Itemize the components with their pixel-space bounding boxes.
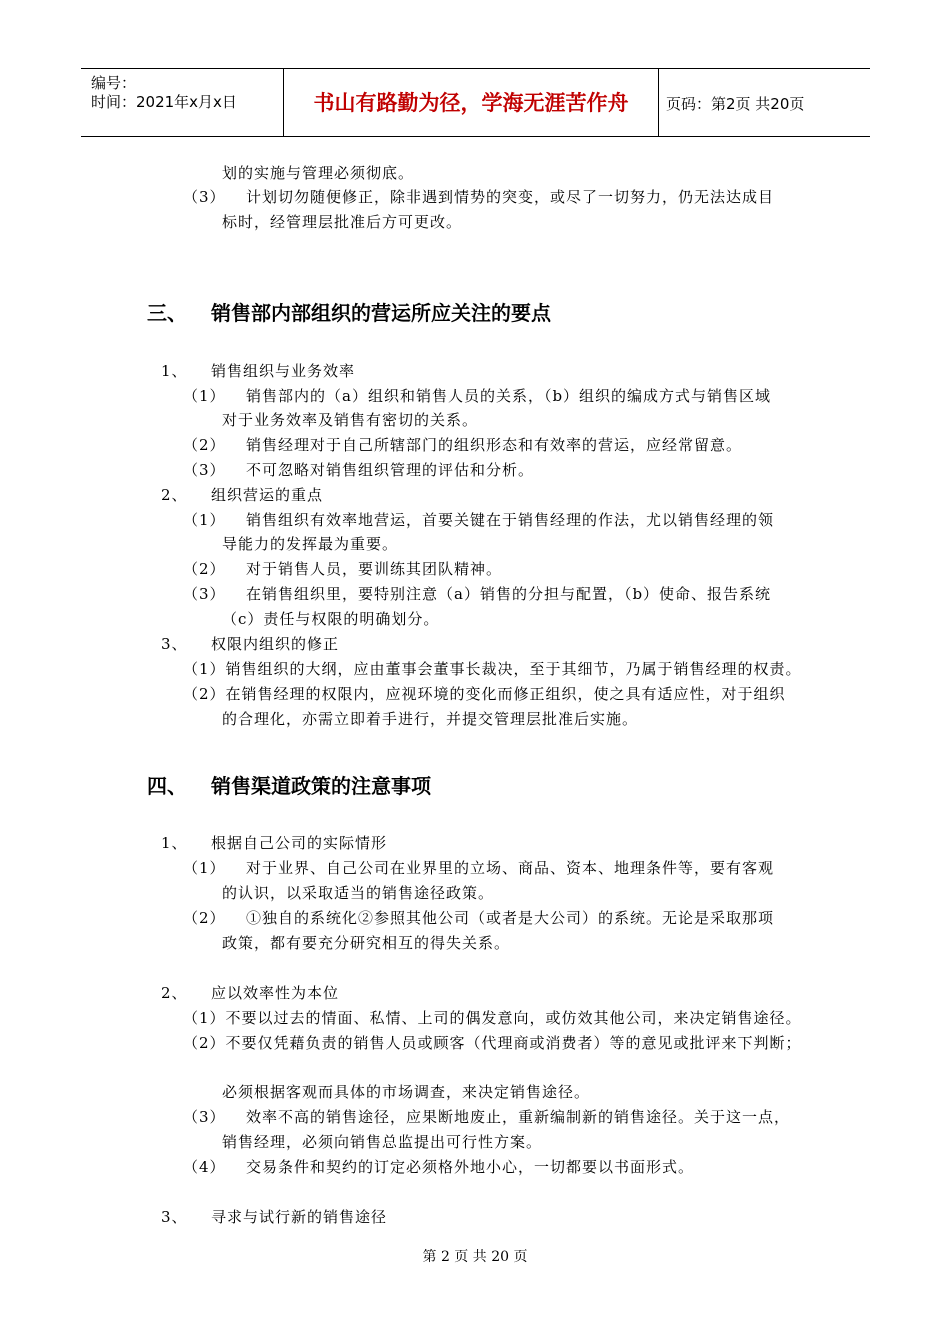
header-page-info: 页码：第2页 共20页 xyxy=(666,95,805,113)
text-line: 的合理化，亦需立即着手进行，并提交管理层批准后实施。 xyxy=(222,710,639,728)
item-number: （2） xyxy=(183,436,226,454)
text-line: 标时，经管理层批准后方可更改。 xyxy=(222,213,463,231)
section-number: 三、 xyxy=(147,301,187,325)
header-date: 时间：2021年x月x日 xyxy=(91,93,237,111)
text-line: 销售组织有效率地营运，首要关键在于销售经理的作法，尤以销售经理的领 xyxy=(246,511,775,529)
text-line: （2）在销售经理的权限内，应视环境的变化而修正组织，使之具有适应性，对于组织 xyxy=(183,685,786,703)
subheading: 权限内组织的修正 xyxy=(211,635,340,653)
text-line: 对于业界、自己公司在业界里的立场、商品、资本、地理条件等，要有客观 xyxy=(246,859,775,877)
text-line: （2）不要仅凭藉负责的销售人员或顾客（代理商或消费者）等的意见或批评来下判断； xyxy=(183,1034,802,1052)
text-line: 销售部内的（a）组织和销售人员的关系，（b）组织的编成方式与销售区域 xyxy=(246,387,772,405)
item-number: 3、 xyxy=(161,1208,188,1226)
text-line: 政策，都有要充分研究相互的得失关系。 xyxy=(222,934,511,952)
item-number: （3） xyxy=(183,188,226,206)
item-number: 1、 xyxy=(161,362,188,380)
text-line: 效率不高的销售途径，应果断地废止，重新编制新的销售途径。关于这一点， xyxy=(246,1108,791,1126)
text-line: 计划切勿随便修正，除非遇到情势的突变，或尽了一切努力，仍无法达成目 xyxy=(246,188,775,206)
subheading: 销售组织与业务效率 xyxy=(211,362,356,380)
subheading: 根据自己公司的实际情形 xyxy=(211,834,388,852)
item-number: 3、 xyxy=(161,635,188,653)
text-line: 导能力的发挥最为重要。 xyxy=(222,535,399,553)
text-line: （1）不要以过去的情面、私情、上司的偶发意向，或仿效其他公司，来决定销售途径。 xyxy=(183,1009,802,1027)
text-line: 对于业务效率及销售有密切的关系。 xyxy=(222,411,479,429)
item-number: 2、 xyxy=(161,486,188,504)
section-heading: 销售部内部组织的营运所应关注的要点 xyxy=(211,301,551,325)
section-heading: 销售渠道政策的注意事项 xyxy=(211,774,431,798)
item-number: （3） xyxy=(183,1108,226,1126)
page-footer: 第 2 页 共 20 页 xyxy=(422,1249,528,1265)
text-line: 必须根据客观而具体的市场调查，来决定销售途径。 xyxy=(222,1083,591,1101)
text-line: 在销售组织里，要特别注意（a）销售的分担与配置，（b）使命、报告系统 xyxy=(246,585,772,603)
text-line: 对于销售人员，要训练其团队精神。 xyxy=(246,560,503,578)
header-divider-right xyxy=(658,68,659,136)
item-number: （1） xyxy=(183,387,226,405)
text-line: 的认识，以采取适当的销售途径政策。 xyxy=(222,884,495,902)
item-number: （2） xyxy=(183,909,226,927)
header-motto: 书山有路勤为径，学海无涯苦作舟 xyxy=(313,91,629,115)
item-number: （4） xyxy=(183,1158,226,1176)
text-line: 不可忽略对销售组织管理的评估和分析。 xyxy=(246,461,535,479)
text-line: （1）销售组织的大纲，应由董事会董事长裁决，至于其细节，乃属于销售经理的权责。 xyxy=(183,660,802,678)
text-line: 销售经理对于自己所辖部门的组织形态和有效率的营运，应经常留意。 xyxy=(246,436,743,454)
section-number: 四、 xyxy=(147,774,187,798)
item-number: （1） xyxy=(183,511,226,529)
item-number: （1） xyxy=(183,859,226,877)
text-line: 销售经理，必须向销售总监提出可行性方案。 xyxy=(222,1133,543,1151)
header-bottom-rule xyxy=(81,136,870,137)
text-line: （c）责任与权限的明确划分。 xyxy=(222,610,440,628)
text-line: 划的实施与管理必须彻底。 xyxy=(222,164,415,182)
item-number: （2） xyxy=(183,560,226,578)
subheading: 组织营运的重点 xyxy=(211,486,324,504)
item-number: （3） xyxy=(183,461,226,479)
subheading: 应以效率性为本位 xyxy=(211,984,340,1002)
subheading: 寻求与试行新的销售途径 xyxy=(211,1208,388,1226)
text-line: ①独自的系统化②参照其他公司（或者是大公司）的系统。无论是采取那项 xyxy=(246,909,775,927)
text-line: 交易条件和契约的订定必须格外地小心，一切都要以书面形式。 xyxy=(246,1158,695,1176)
item-number: 2、 xyxy=(161,984,188,1002)
item-number: 1、 xyxy=(161,834,188,852)
header-number-label: 编号： xyxy=(91,74,137,92)
item-number: （3） xyxy=(183,585,226,603)
